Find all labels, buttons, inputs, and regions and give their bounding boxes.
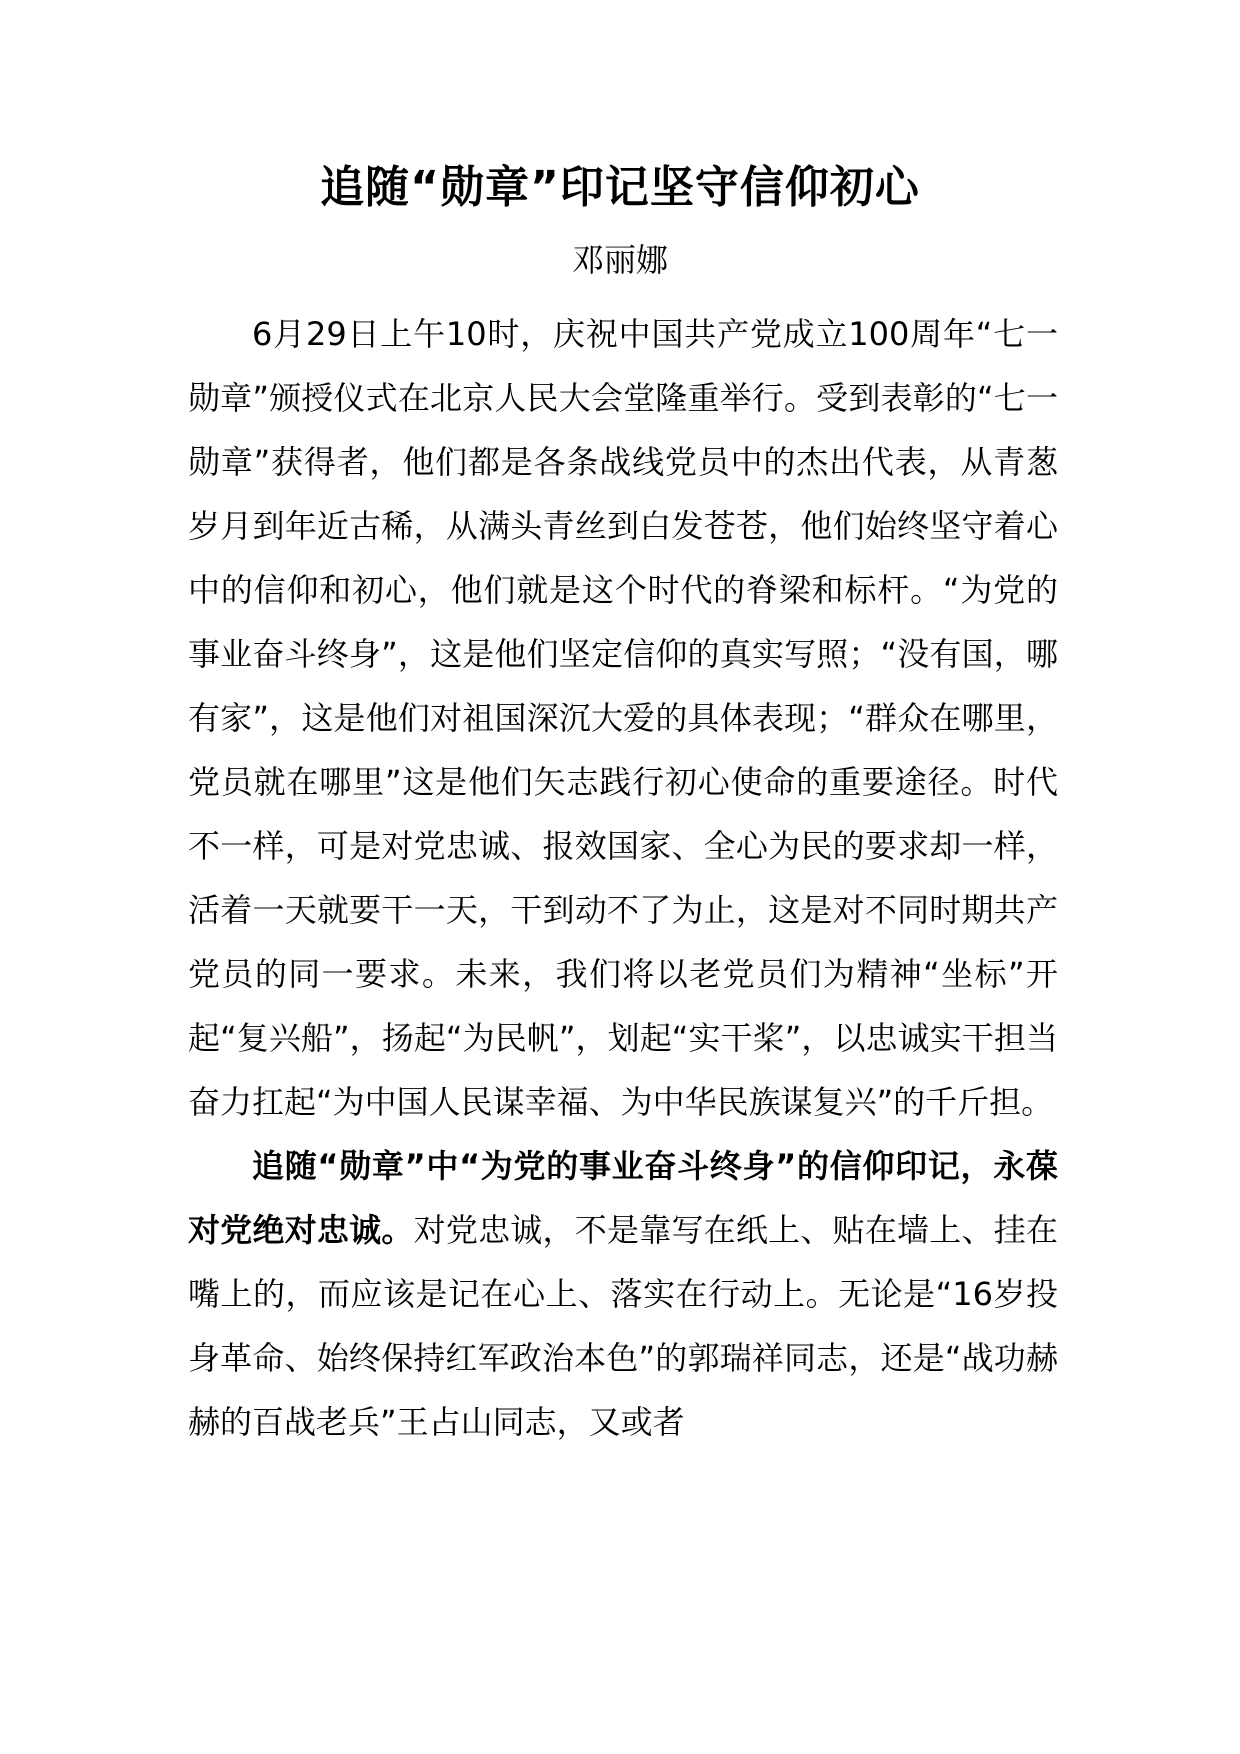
paragraph-1 <box>188 302 1058 1134</box>
paragraph-2-text: 对党忠诚，不是靠写在纸上、贴在墙上、挂在嘴上的，而应该是记在心上、落实在行动上。无论是“16岁投身革命、始终保持红军政治本色”的郭瑞祥同志，还是“战功赫赫的百战老兵”王占山同志，又或者 <box>188 1211 1058 1441</box>
article-body <box>188 302 1058 1454</box>
document-title: 追随“勋章”印记坚守信仰初心 <box>320 162 920 213</box>
paragraph-2-bold-lead: 追随“勋章”中“为党的事业奋斗终身”的信仰印记，永葆对党绝对忠诚。 <box>188 1147 1058 1249</box>
paragraph-1-text: 6月29日上午10时，庆祝中国共产党成立100周年“七一勋章”颁授仪式在北京人民大会堂隆重举行。受到表彰的“七一勋章”获得者，他们都是各条战线党员中的杰出代表，从青葱岁月到年近古稀，从满头青丝到白发苍苍，他们始终坚守着心中的信仰和初心，他们就是这个时代的脊梁和标杆。“为党的事业奋斗终身”，这是他们坚定信仰的真实写照；“没有国，哪有家”，这是他们对祖国深沉大爱的具体表现；“群众在哪里，党员就在哪里”这是他们矢志践行初心使命的重要途径。时代不一样，可是对党忠诚、报效国家、全心为民的要求却一样，活着一天就要干一天，干到动不了为止，这是对不同时期共产党员的同一要求。未来，我们将以老党员们为精神“坐标”开起“复兴船”，扬起“为民帆”，划起“实干桨”，以忠诚实干担当奋力扛起“为中国人民谋幸福、为中华民族谋复兴”的千斤担。 <box>188 315 1058 1121</box>
author-name: 邓丽娜 <box>571 241 668 279</box>
paragraph-2 <box>188 1134 1058 1454</box>
